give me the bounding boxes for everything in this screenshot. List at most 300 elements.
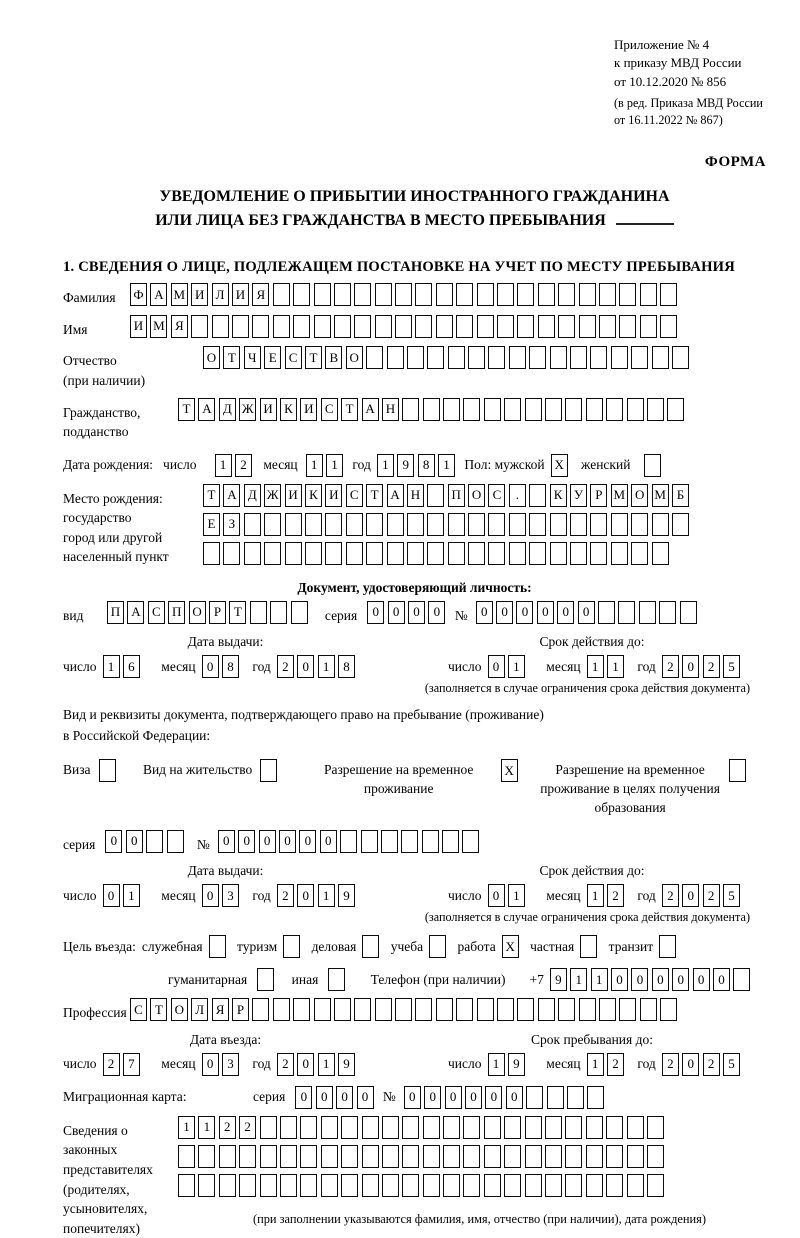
char-cell[interactable] — [488, 346, 505, 369]
char-cell[interactable] — [402, 1174, 419, 1197]
char-cell[interactable]: К — [280, 398, 297, 421]
char-cell[interactable] — [448, 513, 465, 536]
char-cell[interactable]: П — [448, 484, 465, 507]
char-cell[interactable] — [599, 283, 616, 306]
char-cell[interactable] — [219, 1145, 236, 1168]
char-cell[interactable] — [477, 998, 494, 1021]
char-cell[interactable] — [314, 998, 331, 1021]
char-cell[interactable]: 0 — [516, 601, 533, 624]
char-cell[interactable] — [402, 1116, 419, 1139]
char-cell[interactable] — [341, 1116, 358, 1139]
char-cell[interactable] — [565, 1116, 582, 1139]
char-cell[interactable] — [395, 283, 412, 306]
char-cell[interactable] — [341, 1145, 358, 1168]
char-cell[interactable] — [509, 513, 526, 536]
char-cell[interactable] — [660, 998, 677, 1021]
char-cell[interactable] — [660, 283, 677, 306]
char-cell[interactable] — [252, 998, 269, 1021]
char-cell[interactable] — [407, 542, 424, 565]
char-cell[interactable] — [314, 283, 331, 306]
char-cell[interactable]: 0 — [259, 830, 276, 853]
char-cell[interactable] — [558, 283, 575, 306]
char-cell[interactable] — [618, 601, 635, 624]
char-cell[interactable]: М — [171, 283, 188, 306]
char-cell[interactable]: 2 — [219, 1116, 236, 1139]
char-cell[interactable]: М — [652, 484, 669, 507]
char-cell[interactable]: 0 — [488, 884, 505, 907]
char-cell[interactable] — [314, 315, 331, 338]
char-cell[interactable]: И — [325, 484, 342, 507]
char-cell[interactable]: 0 — [672, 968, 689, 991]
checkbox-cell[interactable] — [580, 935, 597, 958]
char-cell[interactable]: О — [631, 484, 648, 507]
char-cell[interactable] — [640, 283, 657, 306]
char-cell[interactable] — [178, 1145, 195, 1168]
char-cell[interactable] — [325, 513, 342, 536]
checkbox-cell[interactable] — [260, 759, 277, 782]
char-cell[interactable] — [239, 1174, 256, 1197]
char-cell[interactable] — [280, 1145, 297, 1168]
char-cell[interactable] — [468, 346, 485, 369]
char-cell[interactable] — [427, 346, 444, 369]
char-cell[interactable] — [509, 346, 526, 369]
char-cell[interactable] — [627, 1145, 644, 1168]
char-cell[interactable]: 0 — [445, 1086, 462, 1109]
char-cell[interactable]: 0 — [238, 830, 255, 853]
char-cell[interactable]: 0 — [336, 1086, 353, 1109]
char-cell[interactable] — [401, 830, 418, 853]
char-cell[interactable]: 9 — [508, 1053, 525, 1076]
char-cell[interactable] — [606, 1145, 623, 1168]
char-cell[interactable] — [273, 315, 290, 338]
char-cell[interactable] — [366, 513, 383, 536]
char-cell[interactable] — [606, 1174, 623, 1197]
char-cell[interactable] — [436, 998, 453, 1021]
char-cell[interactable] — [565, 1145, 582, 1168]
char-cell[interactable] — [146, 830, 163, 853]
char-cell[interactable] — [599, 998, 616, 1021]
char-cell[interactable]: 3 — [222, 1053, 239, 1076]
char-cell[interactable] — [293, 315, 310, 338]
char-cell[interactable]: И — [191, 283, 208, 306]
checkbox-cell[interactable] — [429, 935, 446, 958]
char-cell[interactable] — [203, 542, 220, 565]
char-cell[interactable] — [273, 998, 290, 1021]
char-cell[interactable] — [387, 513, 404, 536]
char-cell[interactable]: 0 — [631, 968, 648, 991]
char-cell[interactable]: 0 — [485, 1086, 502, 1109]
char-cell[interactable]: 0 — [218, 830, 235, 853]
char-cell[interactable] — [606, 1116, 623, 1139]
char-cell[interactable]: 8 — [418, 454, 435, 477]
char-cell[interactable]: 1 — [607, 655, 624, 678]
char-cell[interactable] — [456, 315, 473, 338]
char-cell[interactable] — [463, 398, 480, 421]
char-cell[interactable] — [325, 542, 342, 565]
char-cell[interactable] — [423, 1145, 440, 1168]
char-cell[interactable]: 1 — [377, 454, 394, 477]
char-cell[interactable] — [525, 1174, 542, 1197]
char-cell[interactable]: Ч — [244, 346, 261, 369]
char-cell[interactable] — [232, 315, 249, 338]
char-cell[interactable]: 0 — [682, 1053, 699, 1076]
char-cell[interactable] — [517, 998, 534, 1021]
char-cell[interactable] — [587, 1086, 604, 1109]
char-cell[interactable]: 2 — [662, 655, 679, 678]
char-cell[interactable]: Т — [366, 484, 383, 507]
char-cell[interactable] — [443, 1145, 460, 1168]
char-cell[interactable] — [252, 315, 269, 338]
char-cell[interactable] — [244, 513, 261, 536]
char-cell[interactable]: 0 — [557, 601, 574, 624]
char-cell[interactable]: Р — [209, 601, 226, 624]
char-cell[interactable]: 0 — [105, 830, 122, 853]
char-cell[interactable] — [567, 1086, 584, 1109]
char-cell[interactable]: 8 — [338, 655, 355, 678]
char-cell[interactable]: К — [550, 484, 567, 507]
char-cell[interactable] — [598, 601, 615, 624]
char-cell[interactable]: 2 — [239, 1116, 256, 1139]
char-cell[interactable]: 3 — [222, 884, 239, 907]
char-cell[interactable] — [167, 830, 184, 853]
char-cell[interactable]: 0 — [279, 830, 296, 853]
char-cell[interactable] — [647, 1116, 664, 1139]
char-cell[interactable]: 0 — [408, 601, 425, 624]
char-cell[interactable] — [579, 283, 596, 306]
char-cell[interactable] — [340, 830, 357, 853]
char-cell[interactable] — [640, 998, 657, 1021]
char-cell[interactable] — [280, 1116, 297, 1139]
char-cell[interactable]: Д — [219, 398, 236, 421]
char-cell[interactable] — [219, 1174, 236, 1197]
char-cell[interactable]: 0 — [682, 884, 699, 907]
checkbox-cell[interactable] — [362, 935, 379, 958]
char-cell[interactable]: В — [325, 346, 342, 369]
char-cell[interactable]: 1 — [488, 1053, 505, 1076]
char-cell[interactable] — [285, 513, 302, 536]
char-cell[interactable]: А — [362, 398, 379, 421]
char-cell[interactable] — [362, 1116, 379, 1139]
char-cell[interactable]: 5 — [723, 884, 740, 907]
char-cell[interactable] — [504, 1116, 521, 1139]
char-cell[interactable]: Т — [305, 346, 322, 369]
char-cell[interactable]: И — [300, 398, 317, 421]
char-cell[interactable] — [733, 968, 750, 991]
char-cell[interactable] — [387, 542, 404, 565]
char-cell[interactable] — [448, 542, 465, 565]
char-cell[interactable]: 1 — [587, 884, 604, 907]
char-cell[interactable] — [611, 346, 628, 369]
char-cell[interactable]: 2 — [703, 655, 720, 678]
char-cell[interactable] — [366, 346, 383, 369]
char-cell[interactable] — [565, 1174, 582, 1197]
char-cell[interactable]: 1 — [318, 1053, 335, 1076]
char-cell[interactable]: 1 — [198, 1116, 215, 1139]
char-cell[interactable] — [387, 346, 404, 369]
char-cell[interactable] — [538, 283, 555, 306]
char-cell[interactable] — [300, 1145, 317, 1168]
char-cell[interactable] — [558, 315, 575, 338]
char-cell[interactable]: С — [148, 601, 165, 624]
checkbox-cell[interactable] — [257, 968, 274, 991]
char-cell[interactable] — [619, 998, 636, 1021]
char-cell[interactable]: 1 — [508, 655, 525, 678]
char-cell[interactable] — [570, 346, 587, 369]
char-cell[interactable] — [652, 542, 669, 565]
char-cell[interactable]: 1 — [318, 884, 335, 907]
char-cell[interactable]: 0 — [202, 655, 219, 678]
char-cell[interactable]: 6 — [123, 655, 140, 678]
char-cell[interactable] — [427, 542, 444, 565]
char-cell[interactable]: 0 — [428, 601, 445, 624]
char-cell[interactable] — [599, 315, 616, 338]
char-cell[interactable] — [517, 315, 534, 338]
char-cell[interactable] — [443, 1116, 460, 1139]
char-cell[interactable] — [264, 542, 281, 565]
checkbox-cell[interactable] — [99, 759, 116, 782]
char-cell[interactable]: О — [468, 484, 485, 507]
char-cell[interactable] — [291, 601, 308, 624]
char-cell[interactable] — [375, 283, 392, 306]
char-cell[interactable] — [223, 542, 240, 565]
char-cell[interactable]: П — [107, 601, 124, 624]
char-cell[interactable] — [427, 513, 444, 536]
char-cell[interactable] — [407, 346, 424, 369]
char-cell[interactable]: Я — [171, 315, 188, 338]
char-cell[interactable]: 0 — [320, 830, 337, 853]
char-cell[interactable] — [436, 315, 453, 338]
char-cell[interactable] — [631, 513, 648, 536]
char-cell[interactable] — [362, 1145, 379, 1168]
char-cell[interactable] — [667, 398, 684, 421]
char-cell[interactable] — [381, 830, 398, 853]
char-cell[interactable]: Т — [223, 346, 240, 369]
char-cell[interactable]: Я — [212, 998, 229, 1021]
char-cell[interactable] — [631, 346, 648, 369]
char-cell[interactable] — [565, 398, 582, 421]
char-cell[interactable] — [545, 1174, 562, 1197]
char-cell[interactable]: А — [387, 484, 404, 507]
char-cell[interactable]: 1 — [570, 968, 587, 991]
char-cell[interactable] — [639, 601, 656, 624]
char-cell[interactable]: С — [346, 484, 363, 507]
checkbox-cell[interactable]: X — [502, 935, 519, 958]
char-cell[interactable]: 0 — [465, 1086, 482, 1109]
char-cell[interactable]: 1 — [318, 655, 335, 678]
char-cell[interactable]: С — [130, 998, 147, 1021]
char-cell[interactable] — [529, 346, 546, 369]
char-cell[interactable] — [462, 830, 479, 853]
char-cell[interactable]: 1 — [103, 655, 120, 678]
char-cell[interactable]: А — [127, 601, 144, 624]
char-cell[interactable]: 1 — [508, 884, 525, 907]
char-cell[interactable]: 1 — [306, 454, 323, 477]
char-cell[interactable] — [497, 315, 514, 338]
char-cell[interactable] — [415, 283, 432, 306]
char-cell[interactable]: 0 — [297, 1053, 314, 1076]
char-cell[interactable]: 0 — [126, 830, 143, 853]
char-cell[interactable] — [627, 1116, 644, 1139]
char-cell[interactable] — [504, 1174, 521, 1197]
checkbox-cell[interactable] — [659, 935, 676, 958]
char-cell[interactable] — [586, 1116, 603, 1139]
char-cell[interactable] — [619, 315, 636, 338]
char-cell[interactable]: 2 — [235, 454, 252, 477]
char-cell[interactable] — [550, 346, 567, 369]
char-cell[interactable] — [640, 315, 657, 338]
char-cell[interactable]: 0 — [611, 968, 628, 991]
char-cell[interactable]: 1 — [438, 454, 455, 477]
char-cell[interactable] — [611, 542, 628, 565]
char-cell[interactable] — [375, 998, 392, 1021]
char-cell[interactable]: С — [285, 346, 302, 369]
char-cell[interactable] — [436, 283, 453, 306]
char-cell[interactable] — [652, 346, 669, 369]
char-cell[interactable] — [484, 1174, 501, 1197]
char-cell[interactable] — [627, 398, 644, 421]
char-cell[interactable]: 9 — [397, 454, 414, 477]
char-cell[interactable] — [321, 1174, 338, 1197]
char-cell[interactable] — [586, 398, 603, 421]
char-cell[interactable]: 8 — [222, 655, 239, 678]
checkbox-cell[interactable]: X — [501, 759, 518, 782]
char-cell[interactable] — [423, 1116, 440, 1139]
char-cell[interactable] — [354, 998, 371, 1021]
char-cell[interactable]: 0 — [713, 968, 730, 991]
char-cell[interactable] — [415, 998, 432, 1021]
char-cell[interactable] — [423, 398, 440, 421]
char-cell[interactable] — [659, 601, 676, 624]
char-cell[interactable] — [443, 398, 460, 421]
char-cell[interactable] — [300, 1116, 317, 1139]
char-cell[interactable] — [422, 830, 439, 853]
char-cell[interactable] — [456, 998, 473, 1021]
char-cell[interactable]: 1 — [215, 454, 232, 477]
char-cell[interactable] — [525, 1145, 542, 1168]
char-cell[interactable] — [545, 1145, 562, 1168]
char-cell[interactable] — [660, 315, 677, 338]
char-cell[interactable] — [260, 1174, 277, 1197]
char-cell[interactable] — [273, 283, 290, 306]
char-cell[interactable]: Я — [252, 283, 269, 306]
char-cell[interactable] — [529, 484, 546, 507]
char-cell[interactable]: Ф — [130, 283, 147, 306]
char-cell[interactable]: С — [488, 484, 505, 507]
char-cell[interactable] — [484, 1145, 501, 1168]
char-cell[interactable] — [285, 542, 302, 565]
checkbox-cell[interactable] — [729, 759, 746, 782]
char-cell[interactable] — [402, 1145, 419, 1168]
char-cell[interactable]: 0 — [693, 968, 710, 991]
char-cell[interactable] — [538, 998, 555, 1021]
char-cell[interactable]: 2 — [703, 884, 720, 907]
char-cell[interactable]: 0 — [488, 655, 505, 678]
char-cell[interactable]: 5 — [723, 1053, 740, 1076]
char-cell[interactable]: 2 — [662, 1053, 679, 1076]
char-cell[interactable]: Е — [264, 346, 281, 369]
char-cell[interactable]: 0 — [202, 1053, 219, 1076]
char-cell[interactable] — [586, 1174, 603, 1197]
char-cell[interactable] — [354, 315, 371, 338]
char-cell[interactable] — [477, 315, 494, 338]
char-cell[interactable] — [244, 542, 261, 565]
char-cell[interactable] — [427, 484, 444, 507]
char-cell[interactable]: 0 — [388, 601, 405, 624]
char-cell[interactable] — [526, 1086, 543, 1109]
char-cell[interactable]: И — [130, 315, 147, 338]
char-cell[interactable]: 1 — [123, 884, 140, 907]
char-cell[interactable] — [334, 283, 351, 306]
char-cell[interactable] — [590, 346, 607, 369]
char-cell[interactable]: А — [198, 398, 215, 421]
char-cell[interactable]: И — [285, 484, 302, 507]
char-cell[interactable] — [606, 398, 623, 421]
char-cell[interactable] — [672, 513, 689, 536]
checkbox-cell[interactable] — [283, 935, 300, 958]
char-cell[interactable]: 0 — [496, 601, 513, 624]
char-cell[interactable]: А — [150, 283, 167, 306]
char-cell[interactable] — [361, 830, 378, 853]
char-cell[interactable] — [463, 1116, 480, 1139]
char-cell[interactable] — [579, 315, 596, 338]
char-cell[interactable] — [366, 542, 383, 565]
char-cell[interactable]: 0 — [652, 968, 669, 991]
char-cell[interactable] — [468, 513, 485, 536]
char-cell[interactable]: 0 — [578, 601, 595, 624]
char-cell[interactable] — [402, 398, 419, 421]
char-cell[interactable]: Л — [191, 998, 208, 1021]
char-cell[interactable] — [395, 998, 412, 1021]
char-cell[interactable] — [280, 1174, 297, 1197]
char-cell[interactable] — [477, 283, 494, 306]
char-cell[interactable] — [305, 542, 322, 565]
char-cell[interactable] — [619, 283, 636, 306]
char-cell[interactable] — [382, 1116, 399, 1139]
char-cell[interactable] — [456, 283, 473, 306]
char-cell[interactable] — [680, 601, 697, 624]
char-cell[interactable] — [545, 1116, 562, 1139]
char-cell[interactable] — [270, 601, 287, 624]
char-cell[interactable] — [517, 283, 534, 306]
char-cell[interactable]: 2 — [607, 1053, 624, 1076]
char-cell[interactable] — [442, 830, 459, 853]
char-cell[interactable] — [178, 1174, 195, 1197]
char-cell[interactable] — [334, 315, 351, 338]
char-cell[interactable] — [321, 1116, 338, 1139]
char-cell[interactable]: 0 — [424, 1086, 441, 1109]
char-cell[interactable]: 0 — [297, 655, 314, 678]
char-cell[interactable] — [631, 542, 648, 565]
char-cell[interactable] — [525, 1116, 542, 1139]
char-cell[interactable] — [382, 1145, 399, 1168]
char-cell[interactable]: Е — [203, 513, 220, 536]
char-cell[interactable] — [488, 513, 505, 536]
char-cell[interactable]: 1 — [178, 1116, 195, 1139]
char-cell[interactable] — [395, 315, 412, 338]
char-cell[interactable]: О — [189, 601, 206, 624]
char-cell[interactable]: Б — [672, 484, 689, 507]
char-cell[interactable]: 2 — [277, 1053, 294, 1076]
char-cell[interactable]: 7 — [123, 1053, 140, 1076]
char-cell[interactable] — [488, 542, 505, 565]
char-cell[interactable] — [504, 1145, 521, 1168]
char-cell[interactable]: 2 — [703, 1053, 720, 1076]
char-cell[interactable] — [570, 513, 587, 536]
char-cell[interactable] — [443, 1174, 460, 1197]
char-cell[interactable] — [463, 1174, 480, 1197]
char-cell[interactable] — [579, 998, 596, 1021]
char-cell[interactable]: 0 — [103, 884, 120, 907]
